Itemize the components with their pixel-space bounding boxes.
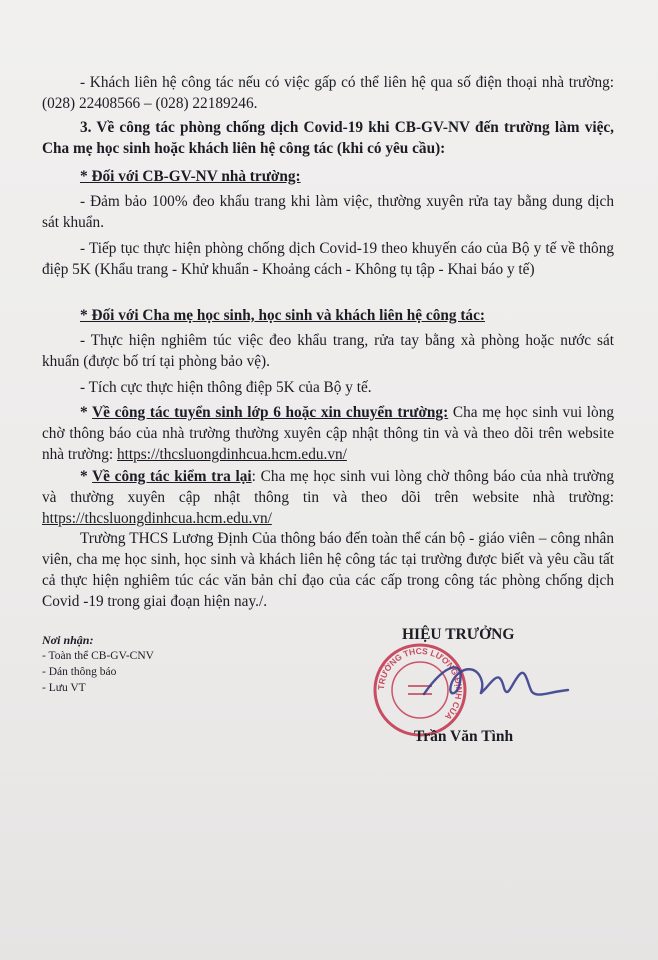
exam-label: Về công tác kiểm tra lại: [92, 468, 252, 485]
exam-star: *: [80, 468, 93, 485]
closing-paragraph: Trường THCS Lương Định Của thông báo đến toàn thể cán bộ - giáo viên – công nhân viên, cha mẹ học sinh, học sinh và khách liên hệ công tác tại trường được biết và yêu cầu tất cả thực hiện nghiêm túc các văn bản chỉ đạo của các cấp trong công tác phòng chống dịch Covid -19 trong giai đoạn hiện nay./.: [42, 530, 614, 610]
staff-subheading: * Đối với CB-GV-NV nhà trường:: [80, 168, 301, 185]
enrollment-paragraph: [42, 402, 614, 465]
enrollment-website-link[interactable]: https://thcsluongdinhcua.hcm.edu.vn/: [117, 446, 347, 463]
recipients-title: Nơi nhận:: [42, 633, 94, 647]
enrollment-text: Cha mẹ học sinh vui lòng chờ thông báo của nhà trường thường xuyên cập nhật thông tin và và theo dõi trên website nhà trường:: [42, 404, 614, 463]
recipient-item: - Toàn thể CB-GV-CNV: [42, 650, 154, 662]
exam-text: : Cha mẹ học sinh vui lòng chờ thông báo của nhà trường và thường xuyên cập nhật thông tin và theo dõi trên website nhà trường:: [42, 468, 614, 506]
section-3-heading: 3. Về công tác phòng chống dịch Covid-19 khi CB-GV-NV đến trường làm việc, Cha mẹ học sinh hoặc khách liên hệ công tác (khi có yêu cầu):: [42, 119, 614, 157]
staff-item-1: - Đảm bảo 100% đeo khẩu trang khi làm việc, thường xuyên rửa tay bằng dung dịch sát khuẩn.: [42, 193, 614, 231]
parents-item-1: - Thực hiện nghiêm túc việc đeo khẩu trang, rửa tay bằng xà phòng hoặc nước sát khuẩn (được bố trí tại phòng bảo vệ).: [42, 332, 614, 370]
staff-item-2: - Tiếp tục thực hiện phòng chống dịch Covid-19 theo khuyến cáo của Bộ y tế về thông điệp 5K (Khẩu trang - Khử khuẩn - Khoảng cách - Không tụ tập - Khai báo y tế): [42, 240, 614, 278]
principal-title: HIỆU TRƯỞNG: [402, 626, 515, 643]
principal-name: Trần Văn Tình: [414, 728, 514, 745]
recipient-item: - Lưu VT: [42, 682, 86, 694]
parents-subheading: * Đối với Cha mẹ học sinh, học sinh và khách liên hệ công tác:: [80, 307, 485, 324]
recipient-item: - Dán thông báo: [42, 666, 117, 678]
signature-icon: [416, 652, 576, 712]
exam-paragraph: [42, 466, 614, 529]
exam-website-link[interactable]: https://thcsluongdinhcua.hcm.edu.vn/: [42, 510, 272, 527]
recipients-block: [42, 632, 154, 696]
enrollment-label: Về công tác tuyển sinh lớp 6 hoặc xin chuyển trường:: [92, 404, 449, 421]
parents-subheading-line: [42, 305, 614, 326]
seal-ring-text: TRƯỜNG THCS LƯƠNG ĐỊNH CỦA: [375, 645, 465, 722]
parents-item-2: - Tích cực thực hiện thông điệp 5K của Bộ y tế.: [80, 379, 372, 396]
staff-subheading-line: [42, 166, 614, 187]
contact-paragraph: - Khách liên hệ công tác nếu có việc gấp có thể liên hệ qua số điện thoại nhà trường: (028) 22408566 – (028) 22189246.: [42, 74, 614, 112]
enrollment-star: *: [80, 404, 93, 421]
